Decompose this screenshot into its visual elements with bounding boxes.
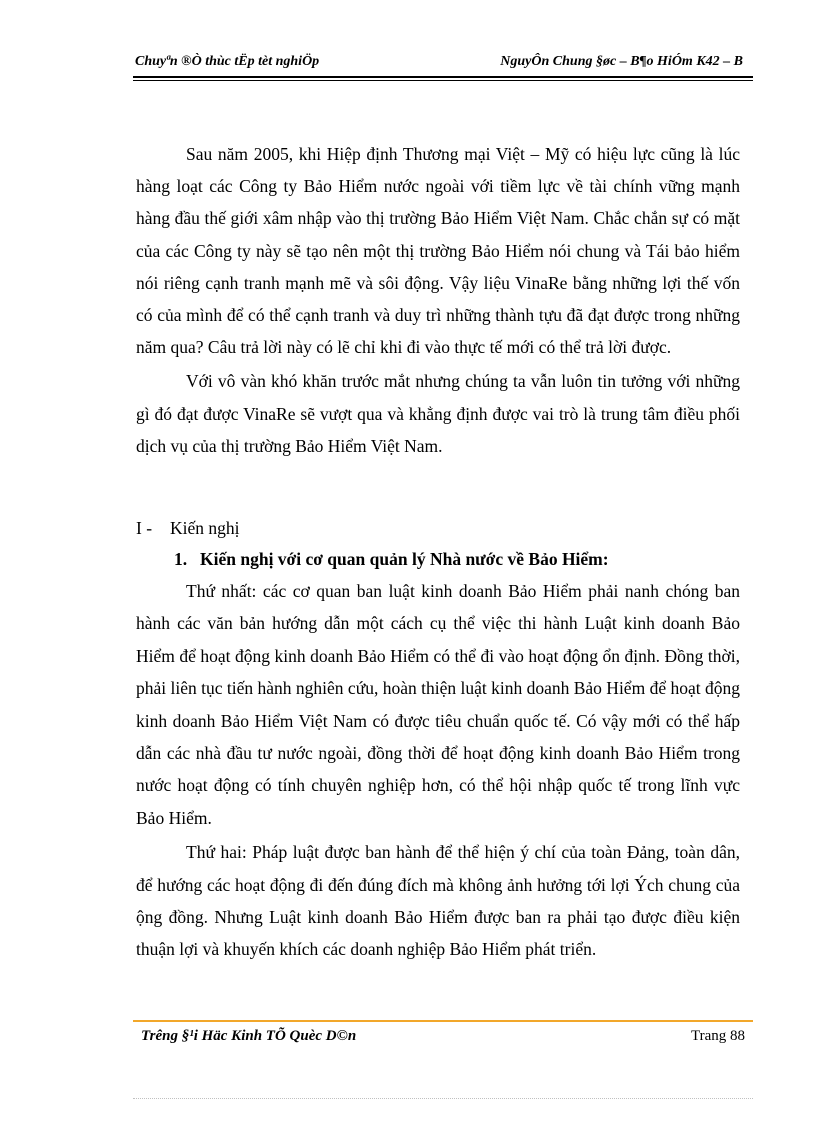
paragraph: Thứ hai: Pháp luật được ban hành để thể hiện ý chí của toàn Đảng, toàn dân, để hướng các hoạt động đi đến đúng đích mà không ảnh hưởng tới lợi Ých chung của ộng đồng. Nhưng Luật kinh doanh Bảo Hiểm được ban ra phải tạo được điều kiện thuận lợi và khuyến khích các doanh nghiệp Bảo Hiểm phát triển. xyxy=(136,842,740,960)
subsection-heading xyxy=(174,548,609,570)
subsection-title: Kiến nghị với cơ quan quản lý Nhà nước về Bảo Hiểm: xyxy=(200,549,609,569)
page-number-label xyxy=(691,1028,745,1045)
page-footer xyxy=(133,1028,745,1050)
page-header xyxy=(133,52,745,74)
page-label: Trang xyxy=(690,1028,727,1044)
paragraph: Với vô vàn khó khăn trước mắt nhưng chúng ta vẫn luôn tin tưởng với những gì đó đạt được VinaRe sẽ vượt qua và khẳng định được vai trò là trung tâm điều phối dịch vụ của thị trường Bảo Hiểm Việt Nam. xyxy=(136,371,740,456)
header-rule-thick xyxy=(133,76,753,78)
subsection-number: 1. xyxy=(174,549,188,569)
header-left-text: Chuyªn ®Ò thùc tËp tèt nghiÖp xyxy=(135,54,320,69)
footer-rule xyxy=(133,1020,753,1022)
section-number: I - xyxy=(136,518,153,538)
page-number: 88 xyxy=(730,1028,745,1044)
paragraph: Thứ nhất: các cơ quan ban luật kinh doanh Bảo Hiểm phải nanh chóng ban hành các văn bản hướng dẫn một cách cụ thể việc thi hành Luật kinh doanh Bảo Hiểm để hoạt động kinh doanh Bảo Hiểm có thể đi vào hoạt động ổn định. Đồng thời, phải liên tục tiến hành nghiên cứu, hoàn thiện luật kinh doanh Bảo Hiểm để hoạt động kinh doanh Bảo Hiểm Việt Nam có được tiêu chuẩn quốc tế. Có vậy mới có thể hấp dẫn các nhà đầu tư nước ngoài, đồng thời để hoạt động kinh doanh Bảo Hiểm trong nước hoạt động có tính chuyên nghiệp hơn, có thể hội nhập quốc tế trong lĩnh vực Bảo Hiểm. xyxy=(136,581,740,828)
footer-left-text: Trêng §¹i Häc Kinh TÕ Quèc D©n xyxy=(141,1028,357,1044)
paragraph: Sau năm 2005, khi Hiệp định Thương mại Việt – Mỹ có hiệu lực cũng là lúc hàng loạt các Công ty Bảo Hiểm nước ngoài với tiềm lực về tài chính vững mạnh hàng đầu thế giới xâm nhập vào thị trường Bảo Hiểm Việt Nam. Chắc chắn sự có mặt của các Công ty này sẽ tạo nên một thị trường Bảo Hiểm nói chung và Tái bảo hiểm nói riêng cạnh tranh mạnh mẽ và sôi động. Vậy liệu VinaRe bằng những lợi thế vốn có của mình để có thể cạnh tranh và duy trì những thành tựu đã đạt được trong những năm qua? Câu trả lời này có lẽ chỉ khi đi vào thực tế mới có thể trả lời được. xyxy=(136,144,740,358)
body-top xyxy=(136,138,740,462)
header-right-text: NguyÔn Chung §øc – B¶o HiÓm K42 – B xyxy=(500,54,743,69)
body-bottom xyxy=(136,575,740,966)
bottom-dotted-line xyxy=(133,1098,753,1099)
section-heading xyxy=(136,517,240,539)
section-title: Kiến nghị xyxy=(170,518,240,538)
header-rule-thin xyxy=(133,80,753,81)
